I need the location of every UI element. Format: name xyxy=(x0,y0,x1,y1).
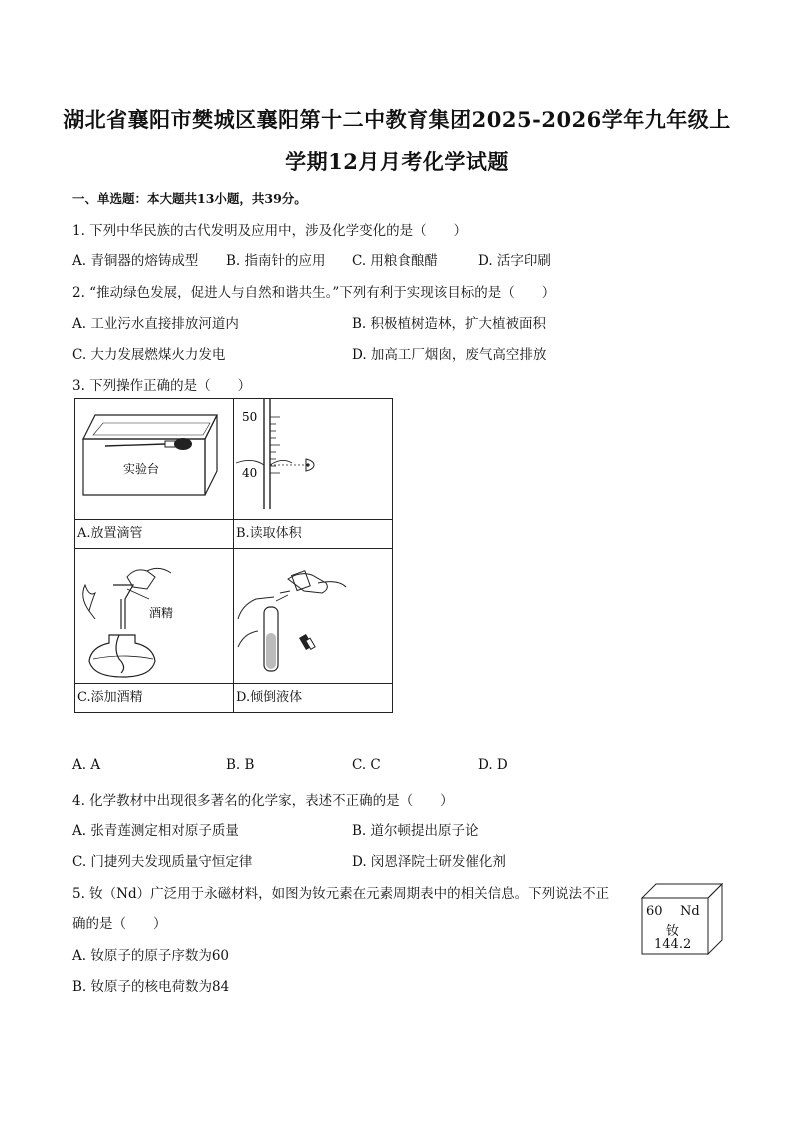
q5-option-b[interactable]: B. 钕原子的核电荷数为84 xyxy=(72,979,230,995)
caption-c: C.添加酒精 xyxy=(75,684,234,713)
q4-option-c[interactable]: C. 门捷列夫发现质量守恒定律 xyxy=(72,854,253,870)
q2-option-b[interactable]: B. 积极植树造林，扩大植被面积 xyxy=(352,316,547,332)
figure-a-dropper xyxy=(75,399,234,520)
figure-d-pouring xyxy=(234,549,393,684)
figure-b-cylinder xyxy=(234,399,393,520)
scale-label-50: 50 xyxy=(242,410,258,424)
exam-title-line2: 学期12月月考化学试题 xyxy=(285,149,509,174)
element-name: 钕 xyxy=(666,924,680,939)
q2-option-d[interactable]: D. 加高工厂烟囱，废气高空排放 xyxy=(352,347,547,363)
q2-stem: 2. “推动绿色发展，促进人与自然和谐共生。”下列有利于实现该目标的是（ ） xyxy=(72,285,556,301)
section-heading: 一、单选题：本大题共13小题，共39分。 xyxy=(72,191,307,206)
q3-stem: 3. 下列操作正确的是（ ） xyxy=(72,378,252,394)
q3-option-a[interactable]: A. A xyxy=(72,757,101,773)
q5-option-a[interactable]: A. 钕原子的原子序数为60 xyxy=(72,948,230,964)
bench-label: 实验台 xyxy=(123,462,160,476)
element-tile-nd xyxy=(640,880,724,956)
element-mass: 144.2 xyxy=(654,937,692,952)
caption-d: D.倾倒液体 xyxy=(234,684,393,713)
q1-stem: 1. 下列中华民族的古代发明及应用中，涉及化学变化的是（ ） xyxy=(72,223,468,239)
q2-option-c[interactable]: C. 大力发展燃煤火力发电 xyxy=(72,347,226,363)
exam-title-line1: 湖北省襄阳市樊城区襄阳第十二中教育集团2025-2026学年九年级上 xyxy=(63,107,731,132)
figure-c-alcohol-lamp xyxy=(75,549,234,684)
q5-stem-line1: 5. 钕（Nd）广泛用于永磁材料，如图为钕元素在元素周期表中的相关信息。下列说法不正 xyxy=(72,886,610,902)
q4-option-b[interactable]: B. 道尔顿提出原子论 xyxy=(352,823,479,839)
q4-option-a[interactable]: A. 张青莲测定相对原子质量 xyxy=(72,823,239,839)
scale-label-40: 40 xyxy=(242,466,258,480)
q3-option-d[interactable]: D. D xyxy=(478,757,508,773)
q3-figure-table xyxy=(74,398,393,713)
q3-option-c[interactable]: C. C xyxy=(352,757,381,773)
q5-stem-line2: 确的是（ ） xyxy=(72,916,167,932)
element-symbol: Nd xyxy=(680,904,700,919)
q2-option-a[interactable]: A. 工业污水直接排放河道内 xyxy=(72,316,239,332)
q1-option-a[interactable]: A. 青铜器的熔铸成型 xyxy=(72,253,199,269)
q1-option-c[interactable]: C. 用粮食酿醋 xyxy=(352,253,438,269)
alcohol-label: 酒精 xyxy=(149,606,174,620)
q1-option-d[interactable]: D. 活字印刷 xyxy=(478,253,551,269)
element-number: 60 xyxy=(646,904,663,919)
q1-option-b[interactable]: B. 指南针的应用 xyxy=(226,253,326,269)
caption-a: A.放置滴管 xyxy=(75,520,234,549)
caption-b: B.读取体积 xyxy=(234,520,393,549)
q3-option-b[interactable]: B. B xyxy=(226,757,255,773)
q4-option-d[interactable]: D. 闵恩泽院士研发催化剂 xyxy=(352,854,506,870)
q4-stem: 4. 化学教材中出现很多著名的化学家，表述不正确的是（ ） xyxy=(72,793,454,809)
